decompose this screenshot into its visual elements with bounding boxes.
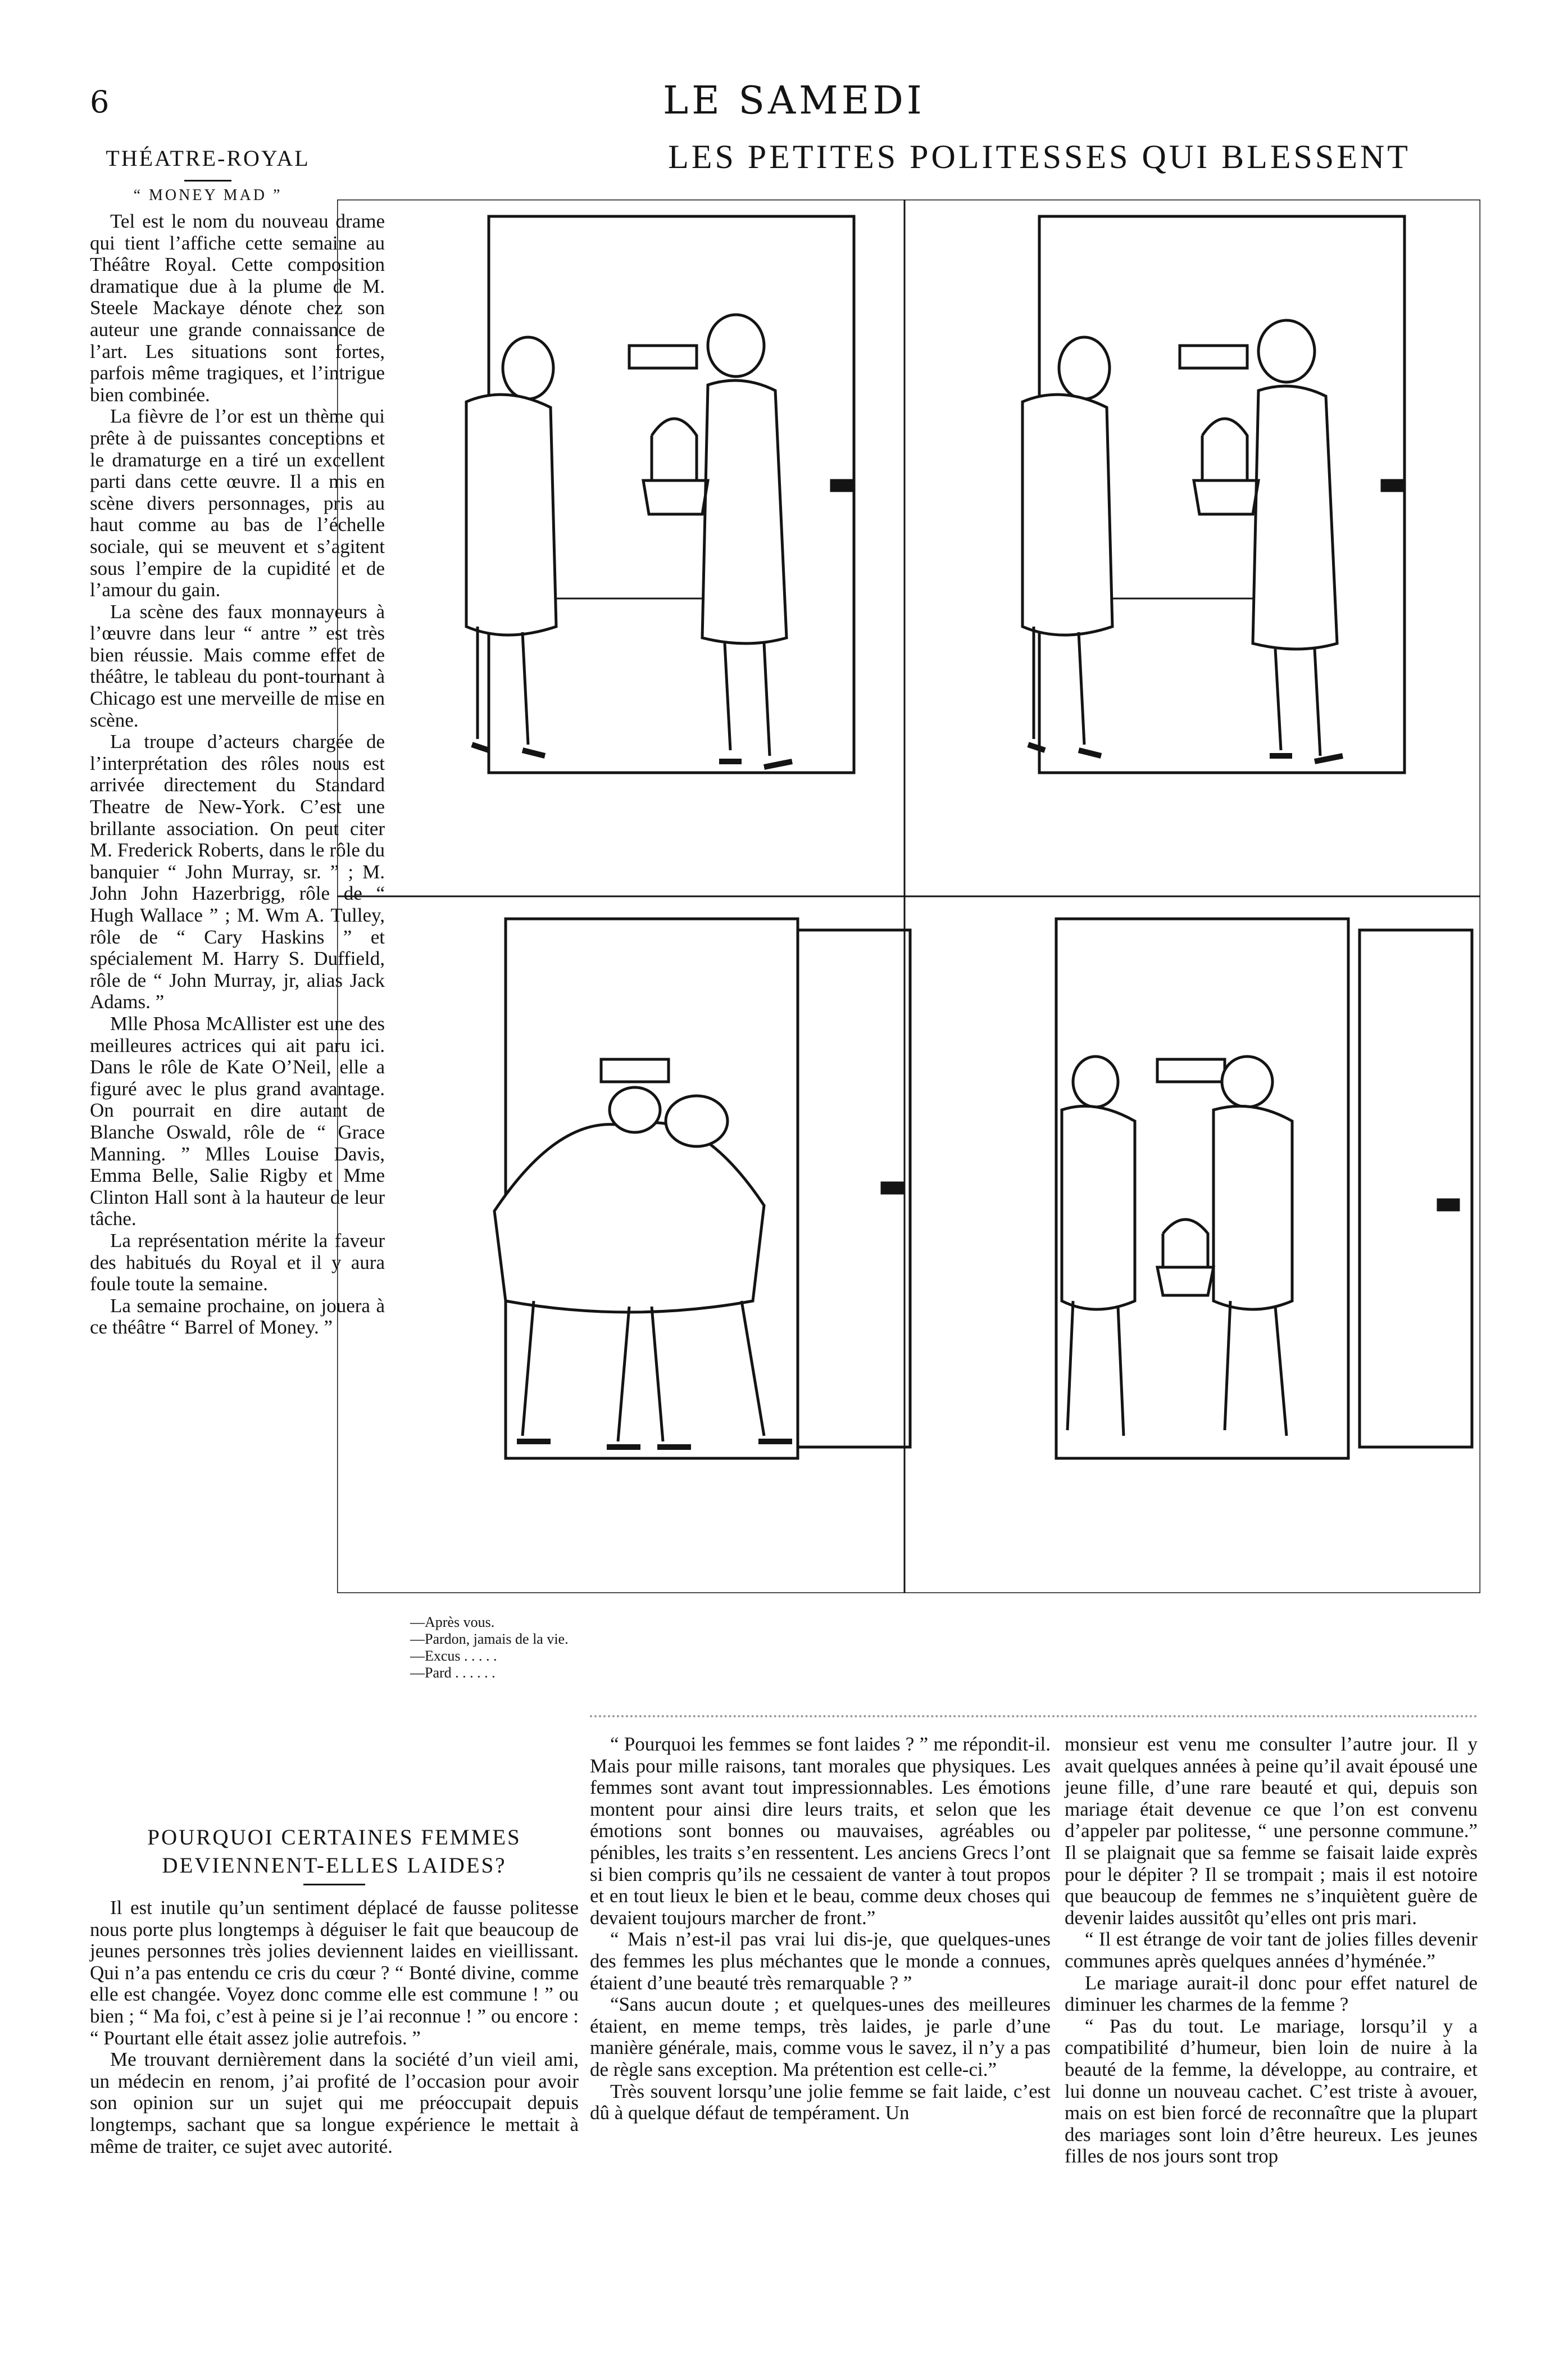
cartoon-panel-pardon xyxy=(1056,919,1472,1458)
newspaper-masthead: LE SAMEDI xyxy=(663,79,925,123)
article-column-3 xyxy=(1065,1734,1478,2167)
cartoon-panel-after-you xyxy=(466,216,854,773)
article-paragraph: “ Il est étrange de voir tant de jolies filles devenir communes après quelques années d’hyménée.” xyxy=(1065,1928,1478,1972)
article-column-1 xyxy=(90,1897,579,2157)
theatre-paragraph: La fièvre de l’or est un thème qui prête à de puissantes conceptions et le dramaturge en a tiré un excellent parti dans cette œuvre. Il a mis en scène divers personnages, pris au haut comme au bas de l’échelle sociale, qui se meuvent et s’agitent sous l’empire de la cupidité et de l’amour du gain. xyxy=(90,405,385,601)
theatre-paragraph: Tel est le nom du nouveau drame qui tient l’affiche cette semaine au Théâtre Royal. Cette composition dramatique due à la plume de M. Steele Mackaye dénote chez son auteur une grande connaissance de l’art. Les situations sont fortes, parfois même tragiques, et l’intrigue bien combinée. xyxy=(90,210,385,406)
cartoon-captions xyxy=(410,1614,569,1681)
caption-3: —Excus . . . . . xyxy=(410,1648,497,1664)
theatre-paragraph: La scène des faux monnayeurs à l’œuvre dans leur “ antre ” est très bien réussie. Mais comme effet de théâtre, le tableau du pont-tournant à Chicago est une merveille de mise en scène. xyxy=(90,600,385,731)
article-title-rule xyxy=(303,1884,365,1885)
theatre-paragraph: La représentation mérite la faveur des habitués du Royal et il y aura foule toute la semaine. xyxy=(90,1229,385,1295)
section-divider xyxy=(590,1715,1478,1717)
article-title: POURQUOI CERTAINES FEMMES DEVIENNENT-ELLES LAIDES? xyxy=(147,1825,521,1878)
article-paragraph: “ Mais n’est-il pas vrai lui dis-je, que quelques-unes des femmes les plus méchantes que le monde a connues, étaient d’une beauté très remarquable ? ” xyxy=(590,1928,1051,1994)
caption-4: —Pard . . . . . . xyxy=(410,1665,496,1681)
article-paragraph: “ Pas du tout. Le mariage, lorsqu’il y a compatibilité d’humeur, bien loin de nuire à la beauté de la femme, la développe, au contraire, et lui donne un nouveau cachet. C’est triste à avouer, mais on est bien forcé de reconnaître que la plupart des mariages sont loin d’être heureux. Les jeunes filles de nos jours sont trop xyxy=(1065,2015,1478,2167)
title-rule xyxy=(184,180,231,182)
article-paragraph: “ Pourquoi les femmes se font laides ? ” me répondit-il. Mais pour mille raisons, tant morales que physiques. Les femmes sont avant tout impressionnables. Les émotions montent pour ainsi dire leurs traits, et selon que les émotions sont bonnes ou mauvaises, agréables ou pénibles, les traits s’en ressentent. Les anciens Grecs l’ont si bien compris qu’ils ne cessaient de vanter à tout propos et en tout lieux le bien et le beau, comme deux choses qui devaient toujours marcher de front.” xyxy=(590,1733,1051,1929)
theatre-section-title: THÉATRE-ROYAL xyxy=(106,146,310,171)
article-column-2 xyxy=(590,1734,1051,2124)
article-paragraph: Il est inutile qu’un sentiment déplacé de fausse politesse nous porte plus longtemps à déguiser le fait que beaucoup de jeunes personnes très jolies deviennent laides en vieillissant. Qui n’a pas entendu ce cris du cœur ? “ Bonté divine, comme elle est changée. Voyez donc comme elle est commune ! ” ou bien ; “ Ma foi, c’est à peine si je l’ai reconnue ! ” ou encore : “ Pourtant elle était assez jolie autrefois. ” xyxy=(90,1897,579,2049)
play-title: “ MONEY MAD ” xyxy=(133,187,283,204)
page-number: 6 xyxy=(90,84,110,120)
cartoon-panel-never-in-my-life xyxy=(1022,216,1405,773)
cartoon-title: LES PETITES POLITESSES QUI BLESSENT xyxy=(668,138,1411,175)
caption-2: —Pardon, jamais de la vie. xyxy=(410,1631,569,1647)
article-paragraph: monsieur est venu me consulter l’autre jour. Il y avait quelques années à peine qu’il avait épousé une jeune fille, d’une rare beauté et qui, depuis son mariage était devenue ce que l’on est convenu d’appeler par politesse, “ une personne commune.” Il se plaignait que sa femme se faisait laide exprès pour le dépiter ? Il se trompait ; mais il est notoire que beaucoup de femmes ne s’inquiètent guère de devenir laides aussitôt qu’elles ont pris mari. xyxy=(1065,1733,1478,1929)
theatre-paragraph: Mlle Phosa McAllister est une des meilleures actrices qui ait paru ici. Dans le rôle de Kate O’Neil, elle a figuré avec le plus grand avantage. On pourrait en dire autant de Blanche Oswald, rôle de “ Grace Manning. ” Mlles Louise Davis, Emma Belle, Salie Rigby et Mme Clinton Hall sont à la hauteur de leur tâche. xyxy=(90,1012,385,1230)
article-paragraph: Très souvent lorsqu’une jolie femme se fait laide, c’est dû à quelque défaut de tempérament. Un xyxy=(590,2080,1051,2124)
cartoon-illustration xyxy=(337,199,1480,1593)
article-paragraph: Le mariage aurait-il donc pour effet naturel de diminuer les charmes de la femme ? xyxy=(1065,1971,1478,2016)
cartoon-panel-excuse xyxy=(494,919,910,1458)
theatre-paragraph: La troupe d’acteurs chargée de l’interprétation des rôles nous est arrivée directement du Standard Theatre de New-York. C’est une brillante association. On peut citer M. Frederick Roberts, dans le rôle du banquier “ John Murray, sr. ” ; M. John John Hazerbrigg, rôle de “ Hugh Wallace ” ; M. Wm A. Tulley, rôle de “ Cary Haskins ” et spécialement M. Harry S. Duffield, rôle de “ John Murray, jr, alias Jack Adams. ” xyxy=(90,731,385,1013)
caption-1: —Après vous. xyxy=(410,1614,495,1630)
article-paragraph: Me trouvant dernièrement dans la société d’un vieil ami, un médecin en renom, j’ai profité de l’occasion pour avoir son opinion sur un sujet qui me préoccupait depuis longtemps, sachant que sa longue expérience le mettait à même de traiter, ce sujet avec autorité. xyxy=(90,2048,579,2157)
article-paragraph: “Sans aucun doute ; et quelques-unes des meilleures étaient, en meme temps, très laides, je parle d’une manière générale, mais, comme vous le savez, il n’y a pas de règle sans exception. Ma prétention est celle-ci.” xyxy=(590,1993,1051,2080)
theatre-paragraph: La semaine prochaine, on jouera à ce théâtre “ Barrel of Money. ” xyxy=(90,1294,385,1339)
